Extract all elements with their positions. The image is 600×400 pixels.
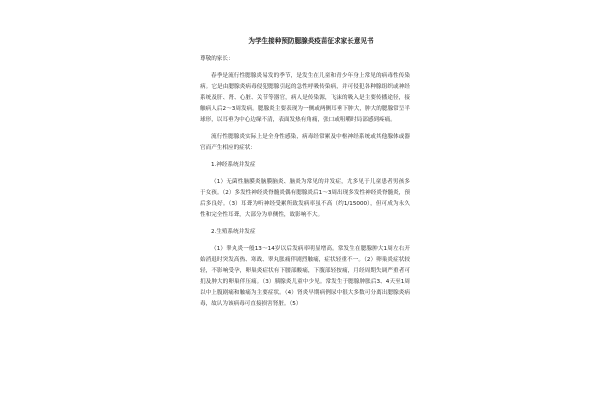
paragraph-intro: 春季是流行性腮腺炎易发的季节，是发生在儿童和青少年身上常见的病毒性传染病。它是由腮腺炎病毒侵犯腮腺引起的急性呼吸传染病，并可侵犯各种腺组织或神经系统及肝、肾、心脏、关节等器官，病人是传染源，飞沫的吸入是主要传播途径，接触病人后2～3周发病。腮腺炎主要表现为一侧或两侧耳垂下肿大，肿大的腮腺常呈半球形，以耳垂为中心边缘不清，表面发热有角痛，张口或咀嚼时局部感到疼痛。 <box>200 73 410 123</box>
paragraph-symptoms: 流行性腮腺炎实际上是全身性感染，病毒经常累及中枢神经系统或其他腺体或器官而产生相应的症状： <box>200 134 410 151</box>
heading-reproductive-system: 2.生殖系统并发症 <box>211 229 256 235</box>
heading-nervous-system: 1.神经系统并发症 <box>211 162 256 168</box>
paragraph-reproductive-system: （1）睾丸炎一般13～14岁以后发病率明显增高。常发生在腮腺肿大1周左右开始消退时突发高热、寒战、睾丸胀痛伴剧烈触痛，症状轻重不一。（2）卵巢炎症状较轻，不影响受孕，卵巢炎症状有下腰部酸痛，下腹部轻按痛，月经周期失调严重者可扪及肿大的卵巢伴压痛。（3）胰腺炎儿童中少见。常发生于腮腺肿胀后3、4天至1周以中上腹剧痛和触痛为主要症状。（4）肾炎早期病例尿中很大多数可分离出腮腺炎病毒，故认为该病毒可直接损害肾脏。（5） <box>200 246 410 307</box>
document-body <box>200 36 410 316</box>
paragraph-nervous-system: （1）无菌性脑膜炎脑膜脑炎、脑炎为常见的并发症，尤多见于儿童患者男孩多于女孩。（2）多发性神经炎脊髓炎偶有腮腺炎后1～3周出现多发性神经炎脊髓炎，预后多良好。（3）耳聋为听神经受累所致发病率虽不高（约1/15000），但可成为永久性和完全性耳聋，大部分为单侧性，故影响不大。 <box>200 179 410 218</box>
greeting: 尊敬的家长： <box>200 56 234 62</box>
document-title: 为学生接种预防腮腺炎疫苗征求家长意见书 <box>248 37 374 45</box>
